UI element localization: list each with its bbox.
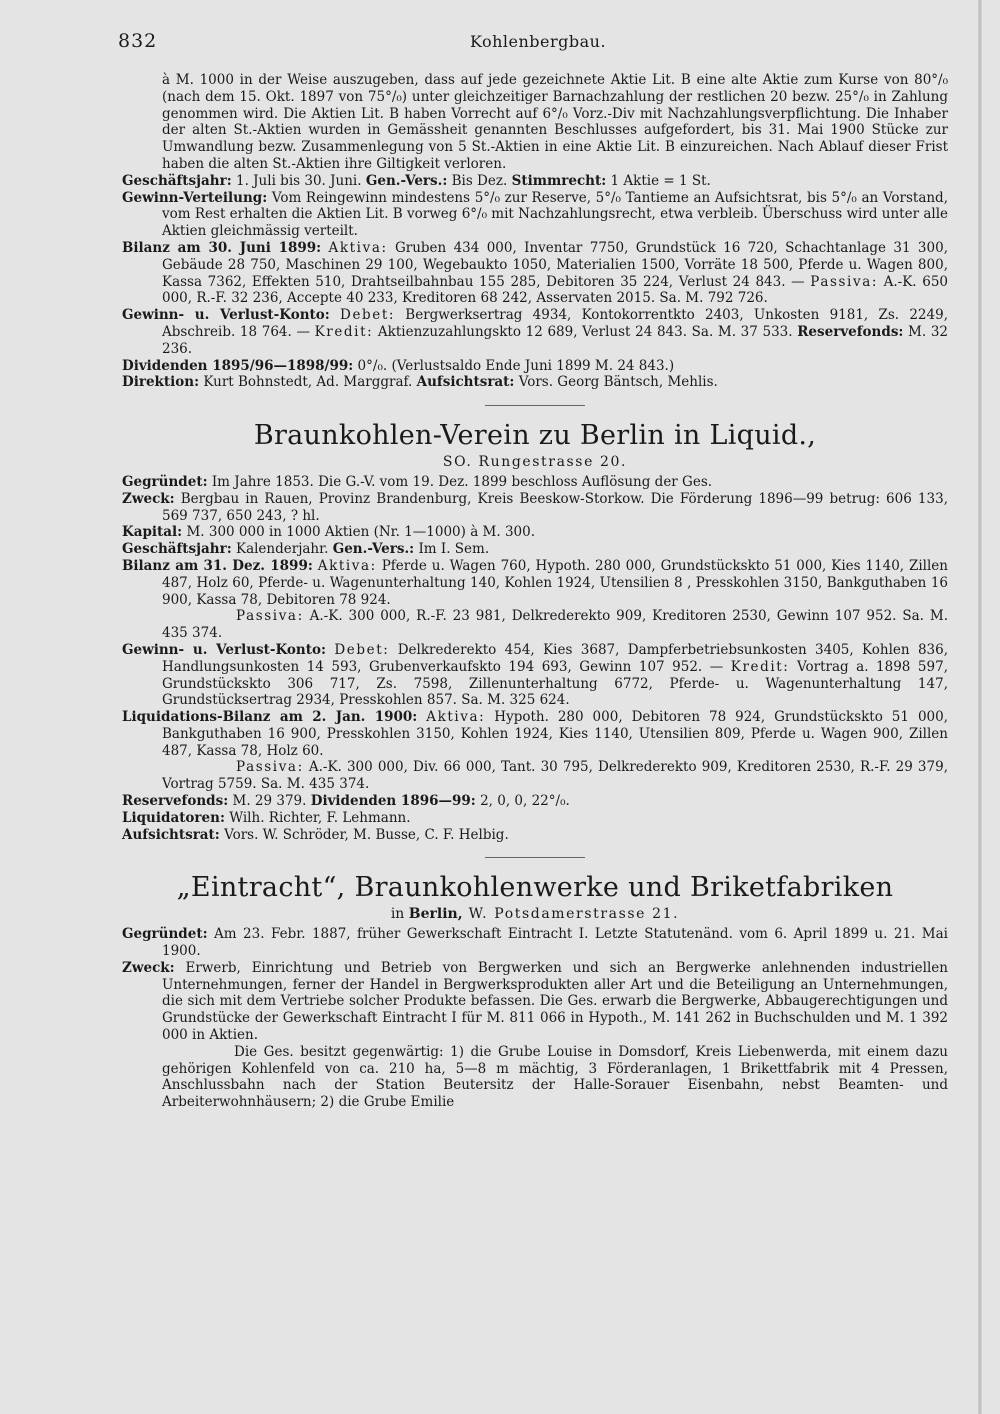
sec2-gegruendet: Gegründet: Im Jahre 1853. Die G.-V. vom 19. Dez. 1899 beschloss Auflösung der Ges. bbox=[122, 473, 713, 490]
sec2-gewinn-verlust-konto: Gewinn- u. Verlust-Konto: Debet: Delkrederekto 454, Kies 3687, Dampferbetriebsunkosten 3405, Kohlen 836, Handlungsunkosten 14 593, Grubenverkaufskto 194 693, Gewinn 107 952. — Kredit: Vortrag a. 1898 597, Grundstückskto 306 717, Zs. 7598, Zillenunterhaltung 6772, Pferde- u. Wagenunterhaltung 147, Grundstücksertrag 2934, Presskohlen 857. Sa. M. 325 624. bbox=[122, 641, 948, 709]
running-title: Kohlenbergbau. bbox=[469, 32, 607, 51]
sec1-gewinn-verlust-konto: Gewinn- u. Verlust-Konto: Debet: Bergwerksertrag 4934, Kontokorrentkto 2403, Unkosten 9181, Zs. 2249, Abschreib. 18 764. — Kredit: Aktienzuzahlungskto 12 689, Verlust 24 843. Sa. M. 37 533. Reservefonds: M. 32 236. bbox=[122, 307, 948, 357]
sec3-company-title: „Eintracht“, Braunkohlenwerke und Briketfabriken bbox=[176, 872, 894, 904]
sec2-address: SO. Rungestrasse 20. bbox=[442, 454, 628, 471]
sec3-besitz: Die Ges. besitzt gegenwärtig: 1) die Grube Louise in Domsdorf, Kreis Liebenwerda, mit einem dazu gehörigen Kohlenfeld von ca. 210 ha, 5—8 m mächtig, 3 Förderanlagen, 1 Brikettfabrik mit 4 Pressen, Anschlussbahn nach der Station Beutersitz der Halle-Sorauer Eisenbahn, nebst Beamten- und Arbeiterwohnhäusern; 2) die Grube Emilie bbox=[162, 1043, 948, 1111]
sec3-address: in Berlin, W. Potsdamerstrasse 21. bbox=[390, 906, 680, 923]
sec2-reservefonds: Reservefonds: M. 29 379. Dividenden 1896—99: 2, 0, 0, 22°/₀. bbox=[122, 793, 570, 810]
sec1-gewinn-verteilung: Gewinn-Verteilung: Vom Reingewinn mindestens 5°/₀ zur Reserve, 5°/₀ Tantieme an Aufsichtsrat, bis 5°/₀ an Vorstand, vom Rest erhalten die Aktien Lit. B vorweg 6°/₀ mit Nachzahlungsrecht, etwa verbleib. Überschuss wird unter alle Aktien gleichmässig verteilt. bbox=[122, 189, 948, 240]
scan-edge-shadow bbox=[978, 0, 982, 1414]
sec1-bilanz: Bilanz am 30. Juni 1899: Aktiva: Gruben 434 000, Inventar 7750, Grundstück 16 720, Schachtanlage 31 300, Gebäude 28 750, Maschinen 29 100, Wegebaukto 1050, Materialien 1500, Vorräte 18 500, Pferde u. Wagen 800, Kassa 7362, Effekten 510, Drahtseilbahnbau 155 285, Debitoren 35 224, Verlust 24 843. — Passiva: A.-K. 650 000, R.-F. 32 236, Accepte 40 233, Kreditoren 68 242, Asservaten 2015. Sa. M. 792 726. bbox=[122, 239, 948, 307]
sec2-bilanz-aktiva: Bilanz am 31. Dez. 1899: Aktiva: Pferde u. Wagen 760, Hypoth. 280 000, Grundstückskto 51 000, Kies 1140, Zillen 487, Holz 60, Pferde- u. Wagenunterhaltung 140, Kohlen 1924, Utensilien 8 , Presskohlen 3150, Bankguthaben 16 900, Kassa 78, Debitoren 78 924. bbox=[122, 557, 948, 608]
section-divider bbox=[485, 857, 585, 858]
sec2-liquidatoren: Liquidatoren: Wilh. Richter, F. Lehmann. bbox=[122, 809, 411, 826]
sec2-liquidations-bilanz-passiva: Passiva: A.-K. 300 000, Div. 66 000, Tant. 30 795, Delkrederekto 909, Kreditoren 2530, R.-F. 29 379, Vortrag 5759. Sa. M. 435 374. bbox=[162, 759, 948, 793]
sec1-intro: à M. 1000 in der Weise auszugeben, dass auf jede gezeichnete Aktie Lit. B eine alte Aktie zum Kurse von 80°/₀ (nach dem 15. Okt. 1897 von 75°/₀) unter gleichzeitiger Barnachzahlung der restlichen 20 bezw. 25°/₀ in Zahlung genommen wird. Die Aktien Lit. B haben Vorrecht auf 6°/₀ Vorz.-Div mit Nachzahlungsverpflichtung. Die Inhaber der alten St.-Aktien wurden in Gemässheit genannten Beschlusses aufgefordert, bis 31. Mai 1900 Stücke zur Umwandlung bezw. Zusammenlegung von 5 St.-Aktien in eine Aktie Lit. B einzureichen. Nach Ablauf dieser Frist haben die alten St.-Aktien ihre Giltigkeit verloren. bbox=[162, 72, 948, 172]
sec3-gegruendet: Gegründet: Am 23. Febr. 1887, früher Gewerkschaft Eintracht I. Letzte Statutenänd. vom 6. April 1899 u. 21. Mai 1900. bbox=[122, 926, 948, 960]
sec2-geschaeftsjahr: Geschäftsjahr: Kalenderjahr. Gen.-Vers.: Im I. Sem. bbox=[122, 541, 490, 558]
page-content bbox=[122, 72, 948, 1111]
page-number: 832 bbox=[118, 30, 158, 52]
sec2-liquidations-bilanz-aktiva: Liquidations-Bilanz am 2. Jan. 1900: Aktiva: Hypoth. 280 000, Debitoren 78 924, Grundstückskto 51 000, Bankguthaben 16 900, Presskohlen 3150, Kohlen 1924, Kies 1140, Utensilien 809, Pferde u. Wagen 900, Zillen 487, Kassa 78, Holz 60. bbox=[122, 709, 949, 759]
sec2-kapital: Kapital: M. 300 000 in 1000 Aktien (Nr. 1—1000) à M. 300. bbox=[122, 524, 536, 541]
sec3-zweck: Zweck: Erwerb, Einrichtung und Betrieb von Bergwerken und sich an Bergwerke anlehnenden industriellen Unternehmungen, ferner der Handel in Bergwerksprodukten aller Art und die Beteiligung an Unternehmungen, die sich mit dem Vertriebe solcher Produkte befassen. Die Ges. erwarb die Bergwerke, Abbaugerechtigungen und Grundstücke der Gewerkschaft Eintracht I für M. 811 066 in Hypoth., M. 141 262 in Buchschulden und M. 1 392 000 in Aktien. bbox=[122, 959, 948, 1044]
sec2-aufsichtsrat: Aufsichtsrat: Vors. W. Schröder, M. Busse, C. F. Helbig. bbox=[122, 826, 509, 843]
sec2-zweck: Zweck: Bergbau in Rauen, Provinz Brandenburg, Kreis Beeskow-Storkow. Die Förderung 1896—99 betrug: 606 133, 569 737, 650 243, ? hl. bbox=[122, 490, 948, 524]
sec2-bilanz-passiva: Passiva: A.-K. 300 000, R.-F. 23 981, Delkrederekto 909, Kreditoren 2530, Gewinn 107 952. Sa. M. 435 374. bbox=[162, 608, 948, 642]
sec1-direktion: Direktion: Kurt Bohnstedt, Ad. Marggraf. Aufsichtsrat: Vors. Georg Bäntsch, Mehlis. bbox=[122, 374, 718, 391]
sec1-geschaeftsjahr: Geschäftsjahr: 1. Juli bis 30. Juni. Gen.-Vers.: Bis Dez. Stimmrecht: 1 Aktie = 1 St. bbox=[122, 172, 711, 189]
sec2-company-title: Braunkohlen-Verein zu Berlin in Liquid., bbox=[253, 420, 817, 452]
sec1-dividenden: Dividenden 1895/96—1898/99: 0°/₀. (Verlustsaldo Ende Juni 1899 M. 24 843.) bbox=[122, 357, 675, 374]
section-divider bbox=[485, 405, 585, 406]
page-header bbox=[118, 30, 958, 56]
